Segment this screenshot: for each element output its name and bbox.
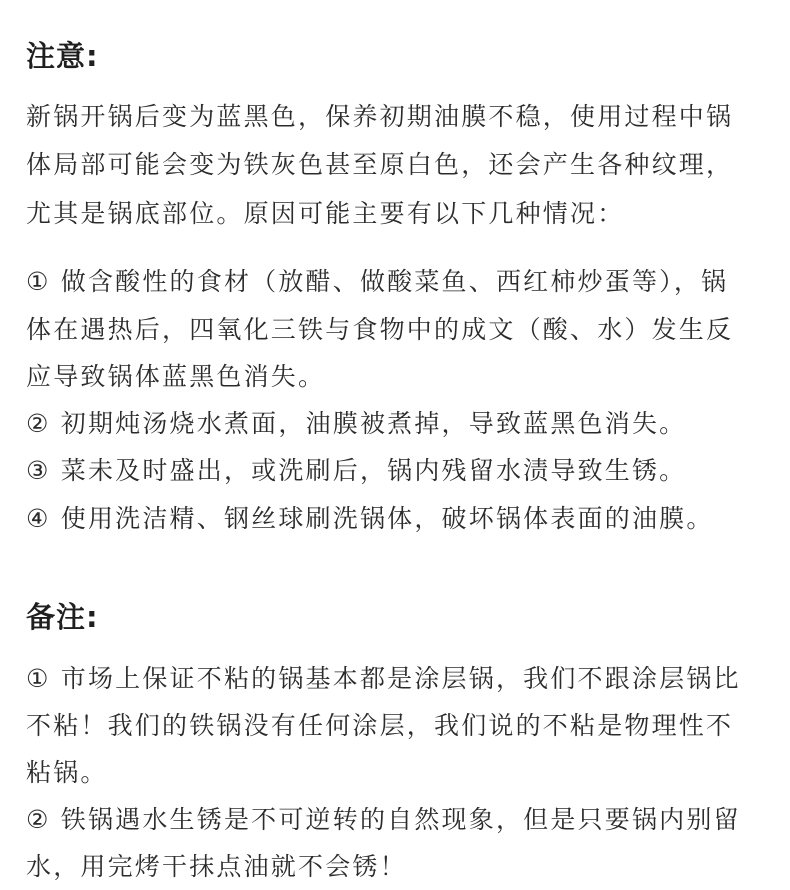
notice-item-line: ③ 菜未及时盛出，或洗刷后，锅内残留水渍导致生锈。 [26,456,687,485]
remark-item-line: ② 铁锅遇水生锈是不可逆转的自然现象，但是只要锅内别留 [26,805,741,834]
remark-heading: 备注: [26,600,99,634]
remark-item-line: 水，用完烤干抹点油就不会锈！ [26,852,407,881]
notice-intro-line: 体局部可能会变为铁灰色甚至原白色，还会产生各种纹理， [26,150,734,179]
notice-item-line: ④ 使用洗洁精、钢丝球刷洗锅体，破坏锅体表面的油膜。 [26,504,714,533]
notice-intro-line: 新锅开锅后变为蓝黑色，保养初期油膜不稳，使用过程中锅 [26,102,734,131]
remark-item-line: 粘锅。 [26,758,108,787]
notice-intro-line: 尤其是锅底部位。原因可能主要有以下几种情况： [26,199,625,228]
remark-item-line: ① 市场上保证不粘的锅基本都是涂层锅，我们不跟涂层锅比 [26,664,741,693]
notice-item-line: 应导致锅体蓝黑色消失。 [26,362,326,391]
notice-heading: 注意: [26,39,99,73]
notice-item-line: ① 做含酸性的食材（放醋、做酸菜鱼、西红柿炒蛋等），锅 [26,267,729,296]
remark-item-line: 不粘！我们的铁锅没有任何涂层，我们说的不粘是物理性不 [26,711,734,740]
notice-item-line: ② 初期炖汤烧水煮面，油膜被煮掉，导致蓝黑色消失。 [26,409,687,438]
notice-item-line: 体在遇热后，四氧化三铁与食物中的成文（酸、水）发生反 [26,315,734,344]
